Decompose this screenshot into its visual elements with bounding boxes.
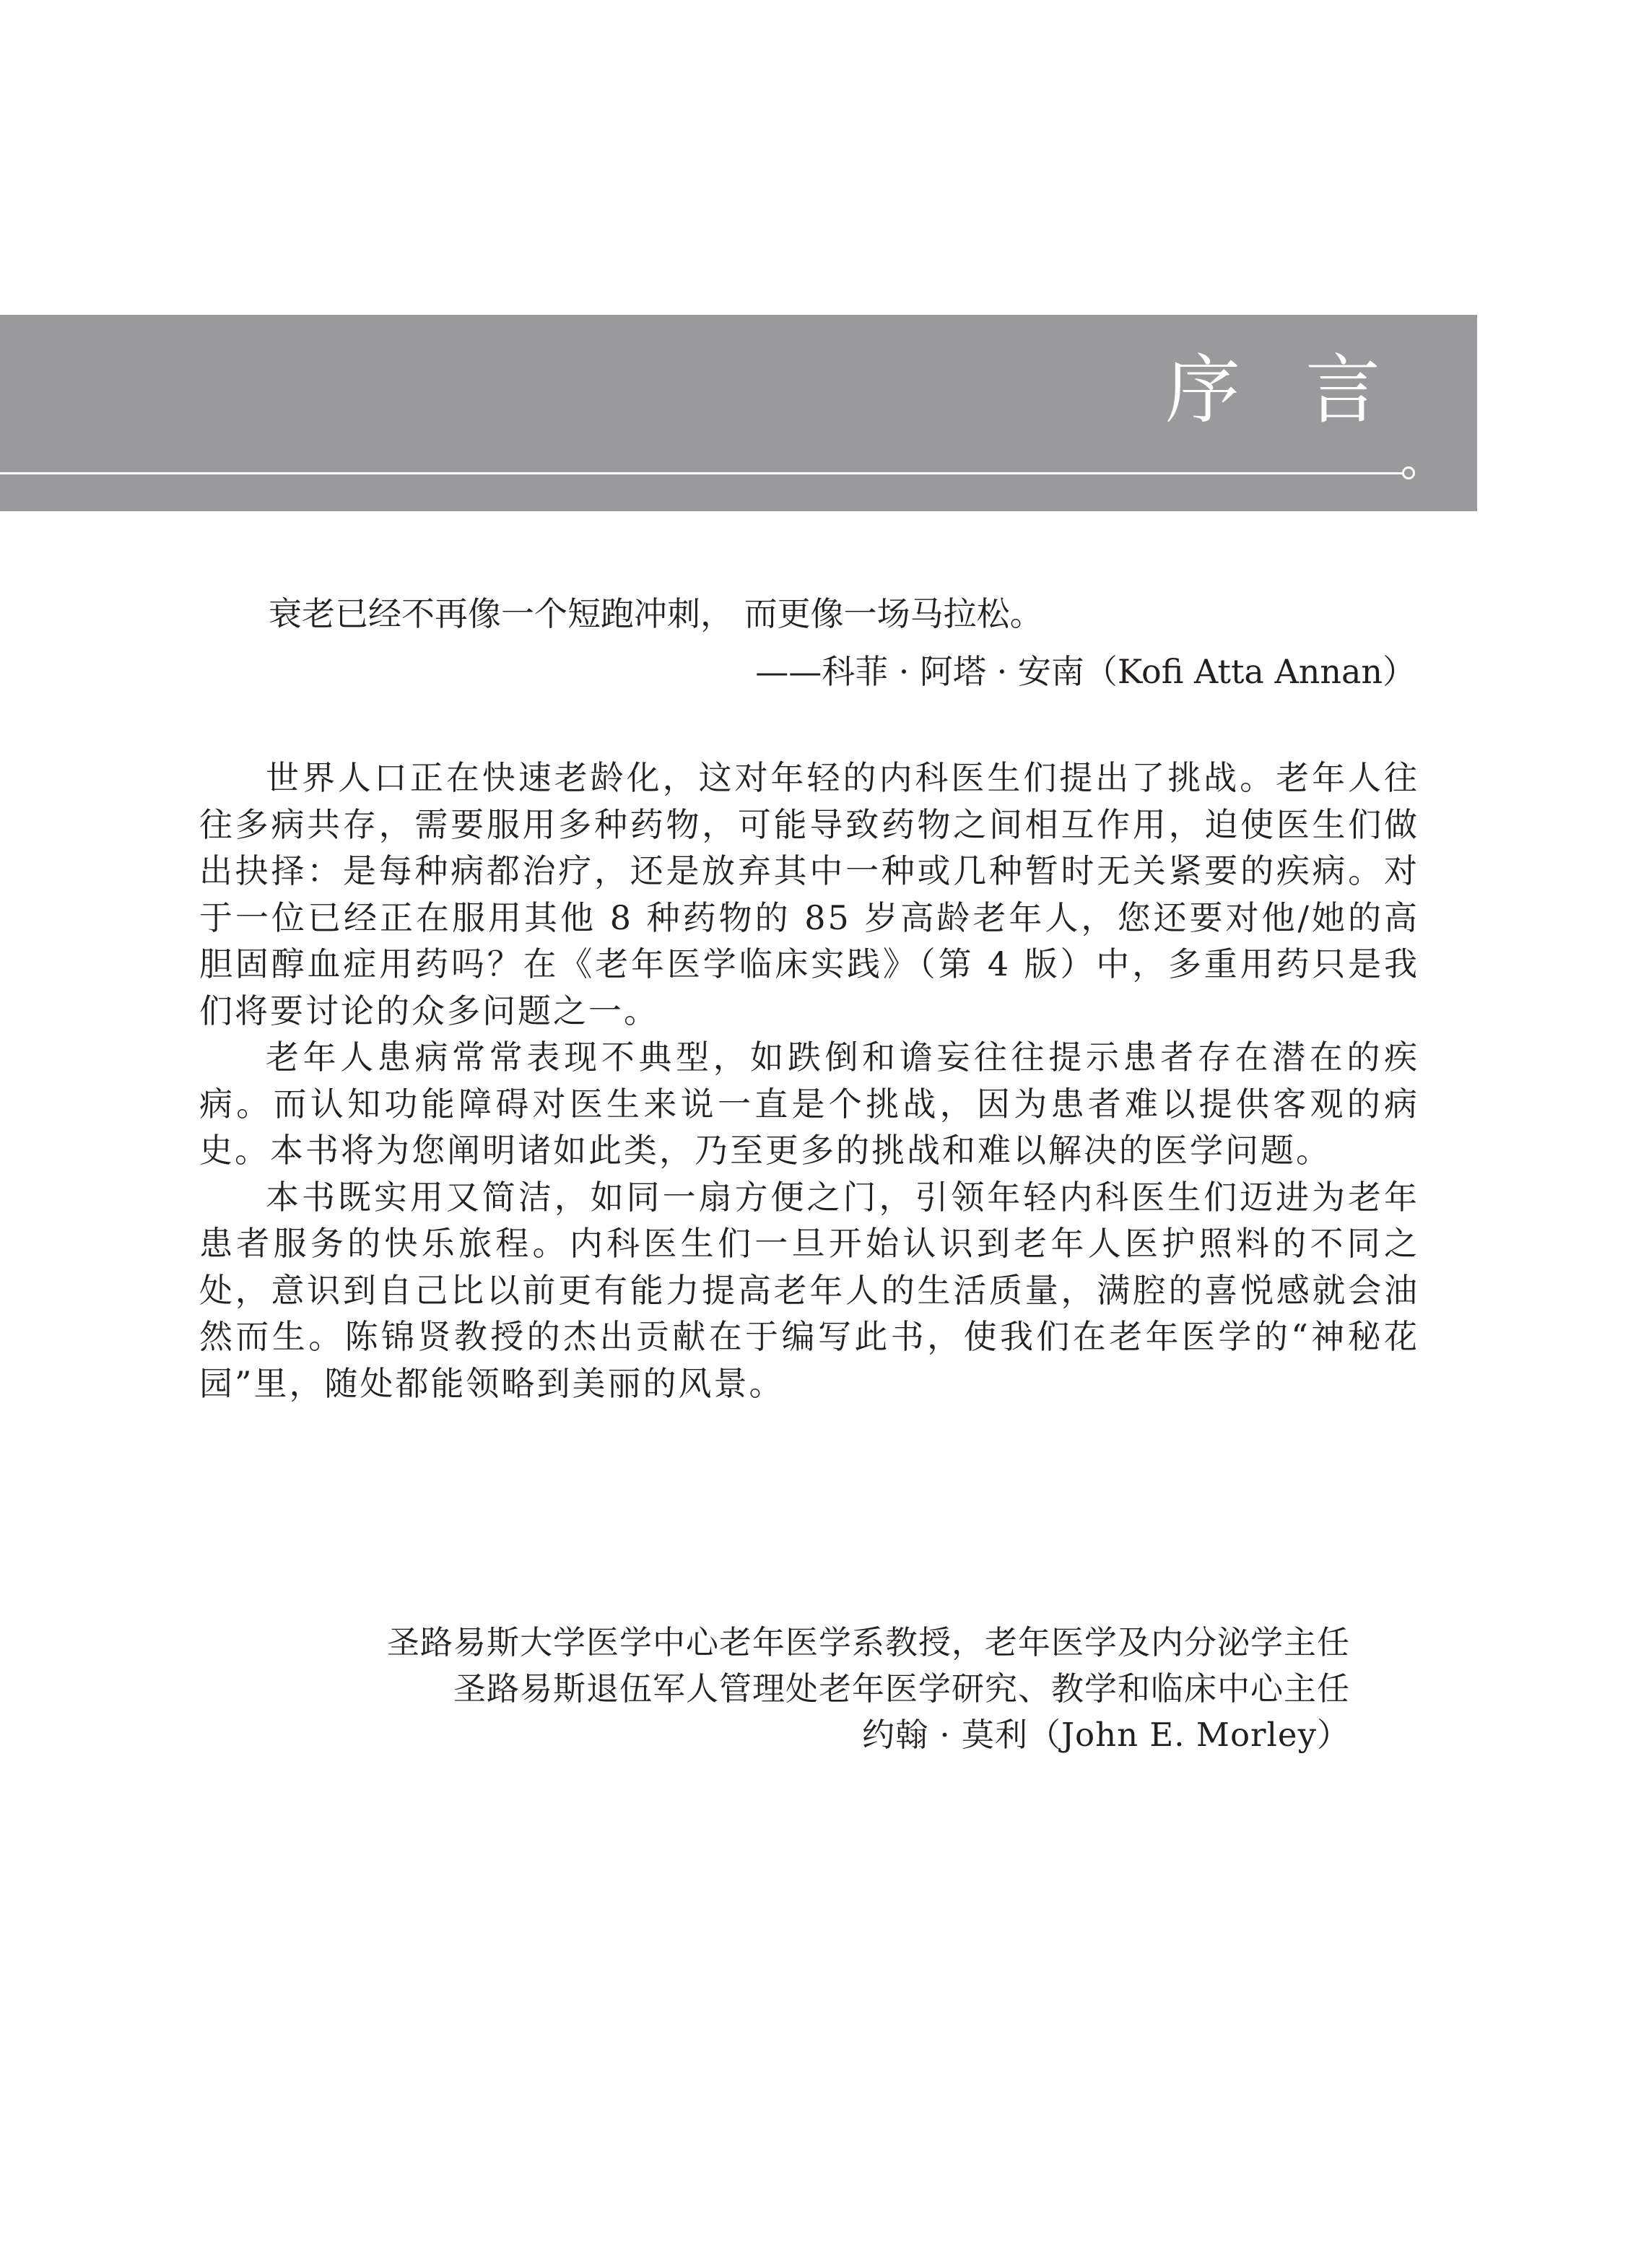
divider-end-circle-icon [1402,466,1415,479]
signature-name: 约翰 · 莫利（John E. Morley） [862,1716,1350,1754]
epigraph-quote: 衰老已经不再像一个短跑冲刺， 而更像一场马拉松。 [269,594,1043,633]
banner-divider [0,472,1402,474]
header-banner [0,315,1477,511]
paragraph-3: 本书既实用又简洁，如同一扇方便之门，引领年轻内科医生们迈进为老年患者服务的快乐旅程。内科医生们一旦开始认识到老年人医护照料的不同之处，意识到自己比以前更有能力提高老年人的生活质量，满腔的喜悦感就会油然而生。陈锦贤教授的杰出贡献在于编写此书，使我们在老年医学的“神秘花园”里，随处都能领略到美丽的风景。 [199,1177,1419,1403]
signature-title-1: 圣路易斯大学医学中心老年医学系教授，老年医学及内分泌学主任 [386,1623,1350,1661]
page-title: 序言 [1165,346,1445,434]
paragraph-2: 老年人患病常常表现不典型，如跌倒和谵妄往往提示患者存在潜在的疾病。而认知功能障碍对医生来说一直是个挑战，因为患者难以提供客观的病史。本书将为您阐明诸如此类，乃至更多的挑战和难以解决的医学问题。 [199,1038,1419,1170]
epigraph-attribution: ——科菲 · 阿塔 · 安南（Kofi Atta Annan） [755,652,1416,691]
signature-block [387,1620,1350,1758]
paragraph-1: 世界人口正在快速老龄化，这对年轻的内科医生们提出了挑战。老年人往往多病共存，需要服用多种药物，可能导致药物之间相互作用，迫使医生们做出抉择：是每种病都治疗，还是放弃其中一种或几种暂时无关紧要的疾病。对于一位已经正在服用其他 8 种药物的 85 岁高龄老年人，您还要对他/她的高胆固醇血症用药吗？在《老年医学临床实践》（第 4 版）中，多重用药只是我们将要讨论的众多问题之一。 [199,758,1419,1030]
preface-body [199,755,1419,1407]
signature-title-2: 圣路易斯退伍军人管理处老年医学研究、教学和临床中心主任 [453,1669,1350,1708]
